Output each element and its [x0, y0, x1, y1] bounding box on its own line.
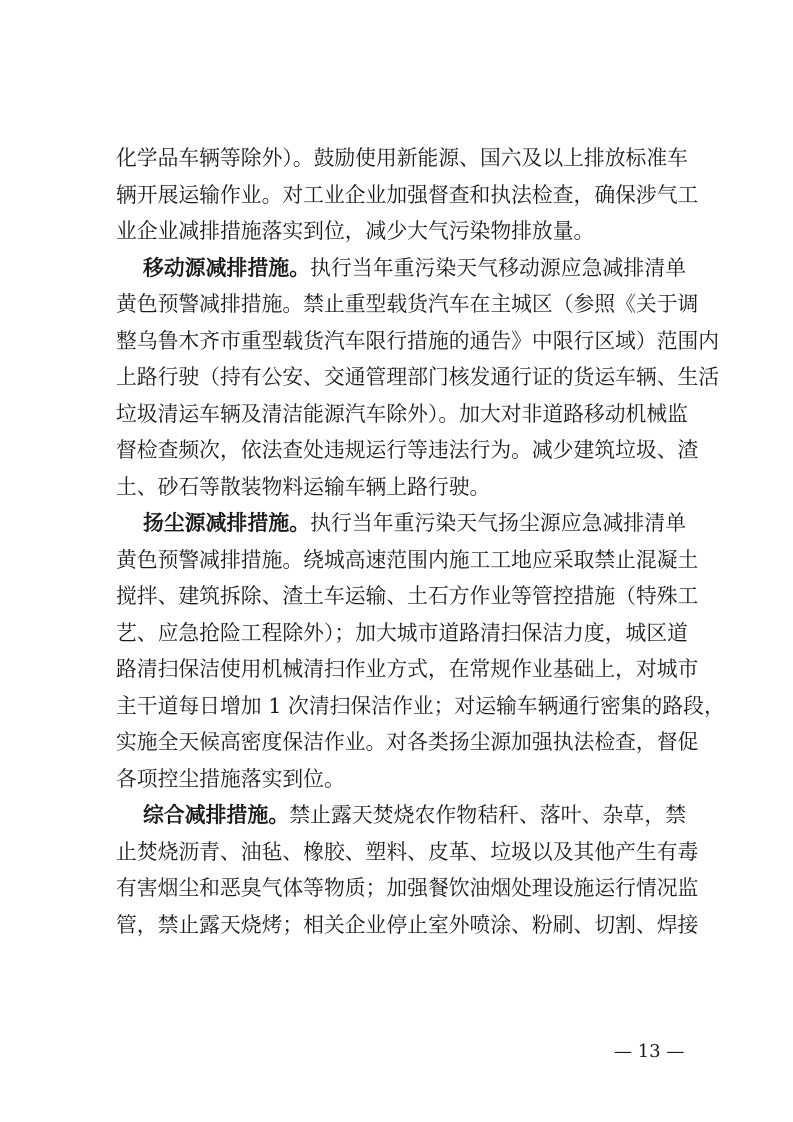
text-run: 禁止露天焚烧农作物秸秆、落叶、杂草，禁	[289, 803, 687, 827]
text-line: 督检查频次，依法查处违规运行等违法行为。减少建筑垃圾、渣	[116, 438, 699, 462]
text-line: 搅拌、建筑拆除、渣土车运输、土石方作业等管控措施（特殊工	[116, 584, 699, 608]
page-number: — 13 —	[614, 1041, 685, 1062]
paragraph-comprehensive	[116, 797, 699, 943]
text-line: 黄色预警减排措施。禁止重型载货汽车在主城区（参照《关于调	[116, 292, 699, 316]
text-line: 主干道每日增加 1 次清扫保洁作业；对运输车辆通行密集的路段，	[116, 693, 725, 718]
text-line	[116, 797, 686, 834]
text-line: 止焚烧沥青、油毡、橡胶、塑料、皮革、垃圾以及其他产生有毒	[116, 839, 699, 864]
paragraph-continuation	[116, 140, 699, 250]
text-line: 黄色预警减排措施。绕城高速范围内施工工地应采取禁止混凝土	[116, 547, 699, 572]
text-line: 路清扫保洁使用机械清扫作业方式，在常规作业基础上，对城市	[116, 657, 699, 681]
text-line: 垃圾清运车辆及清洁能源汽车除外）。加大对非道路移动机械监	[116, 401, 688, 426]
text-line: 管，禁止露天烧烤；相关企业停止室外喷涂、粉刷、切割、焊接	[116, 912, 699, 937]
section-heading-comprehensive: 综合减排措施。	[143, 803, 290, 827]
text-line: 有害烟尘和恶臭气体等物质；加强餐饮油烟处理设施运行情况监	[116, 876, 699, 900]
text-run: 执行当年重污染天气移动源应急减排清单	[310, 255, 687, 280]
paragraph-mobile-source	[116, 250, 720, 506]
text-line	[116, 250, 686, 287]
body-text	[116, 140, 725, 943]
text-line	[116, 505, 686, 542]
section-heading-dust-source: 扬尘源减排措施。	[143, 511, 311, 535]
text-run: 执行当年重污染天气扬尘源应急减排清单	[310, 511, 687, 535]
section-heading-mobile-source: 移动源减排措施。	[143, 255, 311, 280]
text-line: 化学品车辆等除外）。鼓励使用新能源、国六及以上排放标准车	[116, 146, 688, 170]
text-line: 实施全天候高密度保洁作业。对各类扬尘源加强执法检查，督促	[116, 730, 699, 754]
paragraph-dust-source	[116, 505, 725, 797]
text-line: 艺、应急抢险工程除外）；加大城市道路清扫保洁力度，城区道	[116, 620, 688, 645]
text-line: 业企业减排措施落实到位，减少大气污染物排放量。	[116, 219, 595, 243]
text-line: 辆开展运输作业。对工业企业加强督查和执法检查，确保涉气工	[116, 182, 699, 207]
text-line: 整乌鲁木齐市重型载货汽车限行措施的通告》中限行区域）范围内	[116, 328, 720, 353]
text-line: 各项控尘措施落实到位。	[116, 766, 345, 791]
text-line: 土、砂石等散装物料运输车辆上路行驶。	[116, 474, 491, 499]
text-line: 上路行驶（持有公安、交通管理部门核发通行证的货运车辆、生活	[116, 365, 720, 389]
